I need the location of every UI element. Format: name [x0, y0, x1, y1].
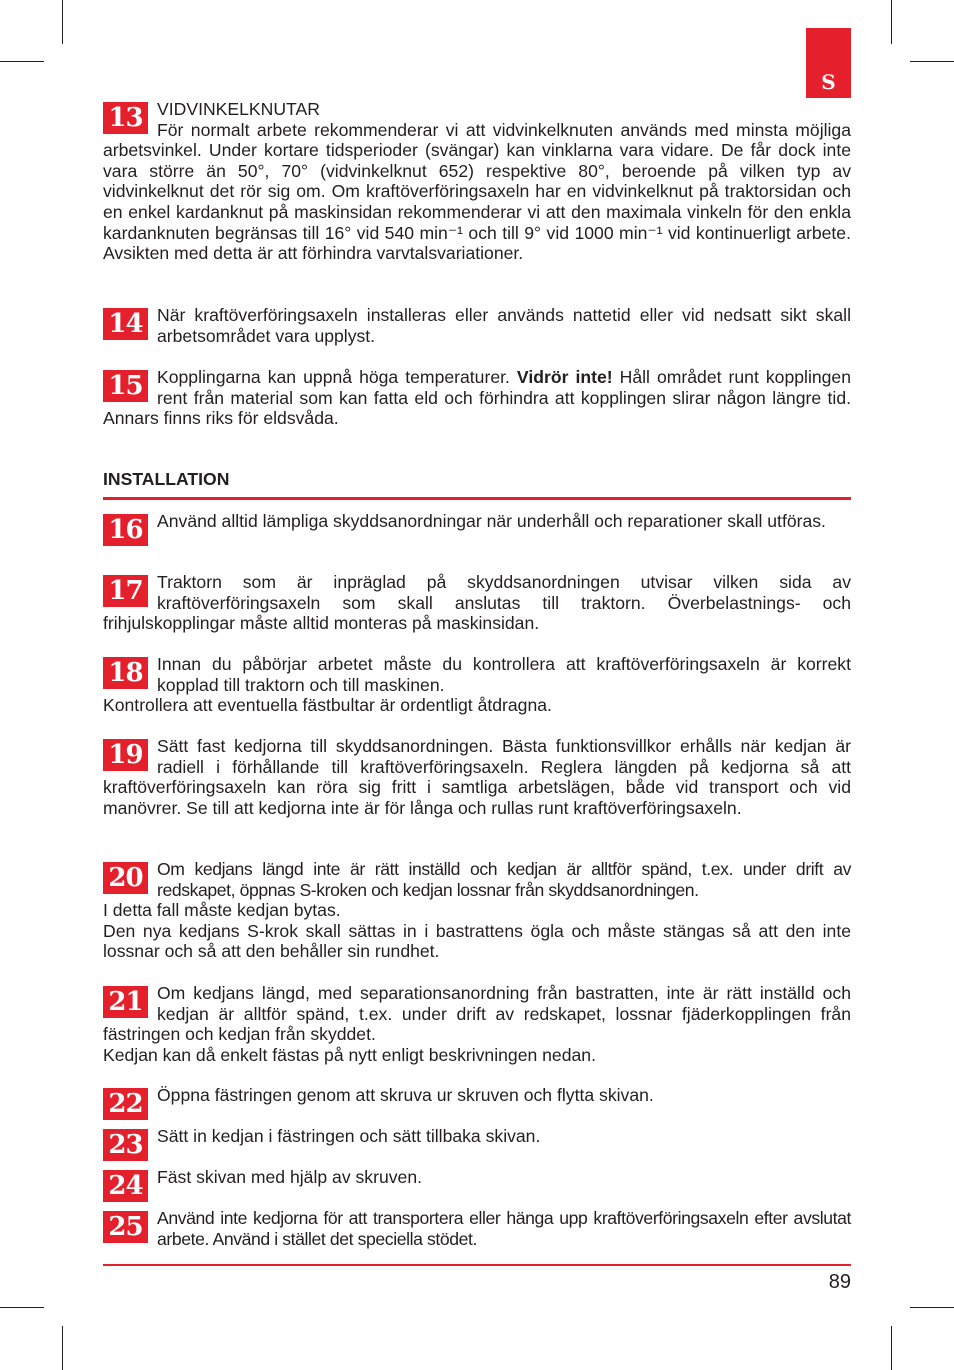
- crop-mark: [910, 1307, 954, 1308]
- warning-text: Vidrör inte!: [516, 367, 613, 387]
- section-number: 20: [103, 862, 148, 894]
- section-21: [103, 983, 851, 1065]
- section-13: [103, 99, 851, 264]
- section-number: 18: [103, 657, 148, 689]
- section-text: Om kedjans längd, med separationsanordning från bastratten, inte är rätt inställd och kedjan är alltför spänd, t.ex. under drift av redskapet, lossnar fjäderkopplingen från fästringen och kedjan från skyddet.: [103, 983, 851, 1045]
- section-text: Använd alltid lämpliga skyddsanordningar när underhåll och reparationer skall utföras.: [157, 511, 826, 531]
- crop-mark: [891, 1326, 892, 1370]
- section-number: 22: [103, 1088, 148, 1120]
- crop-mark: [62, 1326, 63, 1370]
- section-number: 23: [103, 1129, 148, 1161]
- section-23: [103, 1126, 851, 1161]
- section-text: [103, 367, 851, 429]
- crop-mark: [910, 61, 954, 62]
- section-text: Fäst skivan med hjälp av skruven.: [157, 1167, 422, 1187]
- crop-mark: [62, 0, 63, 44]
- section-text: Sätt in kedjan i fästringen och sätt tillbaka skivan.: [157, 1126, 541, 1146]
- section-number: 15: [103, 370, 148, 402]
- crop-mark: [0, 1307, 44, 1308]
- installation-heading: INSTALLATION: [103, 469, 851, 500]
- section-number: 13: [103, 102, 148, 134]
- section-25: [103, 1208, 851, 1249]
- section-24: [103, 1167, 851, 1202]
- text-pre: Kopplingarna kan uppnå höga temperaturer.: [157, 367, 517, 387]
- section-text: Kedjan kan då enkelt fästas på nytt enligt beskrivningen nedan.: [103, 1044, 596, 1065]
- section-text: Den nya kedjans S-krok skall sättas in i bastrattens ögla och måste stängas så att den inte lossnar och så att den behåller sin rundhet.: [103, 920, 851, 962]
- section-number: 17: [103, 575, 148, 607]
- section-text: Sätt fast kedjorna till skyddsanordningen. Bästa funktionsvillkor erhålls när kedjan är radiell i förhållande till kraftöverföringsaxeln. Reglera längden på kedjorna så att kraftöverföringsaxeln kan röra sig fritt i samtliga arbetslägen, både vid transport och vid manövrer. Se till att kedjorna inte är för långa och rullas runt kraftöverföringsaxeln.: [103, 736, 851, 818]
- section-number: 14: [103, 308, 148, 340]
- section-number: 16: [103, 514, 148, 546]
- section-text: När kraftöverföringsaxeln installeras eller används nattetid eller vid nedsatt sikt skall arbetsområdet vara upplyst.: [157, 305, 851, 346]
- section-number: 25: [103, 1211, 148, 1243]
- section-text: Traktorn som är inpräglad på skyddsanordningen utvisar vilken sida av kraftöverföringsaxeln som skall anslutas till traktorn. Överbelastnings- och frihjulskopplingar måste alltid monteras på maskinsidan.: [103, 572, 851, 634]
- language-tab: S: [806, 28, 851, 98]
- section-title: VIDVINKELKNUTAR: [157, 99, 320, 119]
- section-number: 24: [103, 1170, 148, 1202]
- section-17: [103, 572, 851, 634]
- section-14: [103, 305, 851, 346]
- section-text: Använd inte kedjorna för att transportera eller hänga upp kraftöverföringsaxeln efter avslutat arbete. Använd i stället det speciella stödet.: [157, 1208, 851, 1249]
- section-text: Öppna fästringen genom att skruva ur skruven och flytta skivan.: [157, 1085, 654, 1105]
- section-text: Om kedjans längd inte är rätt inställd och kedjan är alltför spänd, t.ex. under drift av redskapet, öppnas S-kroken och kedjan lossnar från skyddsanordningen.: [157, 859, 851, 900]
- section-number: 21: [103, 986, 148, 1018]
- text-post: Håll området runt kopplingen rent från material som kan fatta eld och förhindra att kopplingen slirar någon längre tid. Annars finns riks för eldsvåda.: [103, 367, 851, 429]
- crop-mark: [0, 61, 44, 62]
- section-20: [103, 859, 851, 962]
- section-22: [103, 1085, 851, 1120]
- section-text: I detta fall måste kedjan bytas.: [103, 900, 341, 921]
- section-text: Kontrollera att eventuella fästbultar är ordentligt åtdragna.: [103, 695, 552, 716]
- section-text: För normalt arbete rekommenderar vi att vidvinkelknuten används med minsta möjliga arbetsvinkel. Under kortare tidsperioder (svängar) kan vinklarna vara vidare. De får dock inte vara större än 50°, 70° (vidvinkelknut 652) respektive 80°, beroende på vilken typ av vidvinkelknut det rör sig om. Om kraftöverföringsaxeln har en vidvinkelknut på traktorsidan och en enkel kardanknut på maskinsidan rekommenderar vi att den maximala vinkeln för den enkla kardanknuten begränsas till 16° vid 540 min⁻¹ och till 9° vid 1000 min⁻¹ vid kontinuerligt arbete. Avsikten med detta är att förhindra varvtalsvariationer.: [103, 119, 851, 264]
- section-16: [103, 511, 851, 546]
- section-text: Innan du påbörjar arbetet måste du kontrollera att kraftöverföringsaxeln är korrekt kopplad till traktorn och till maskinen.: [157, 654, 851, 695]
- bottom-rule: [103, 1264, 851, 1266]
- section-19: [103, 736, 851, 818]
- section-number: 19: [103, 739, 148, 771]
- section-15: [103, 367, 851, 429]
- page-number: 89: [828, 1271, 851, 1293]
- section-18: [103, 654, 851, 716]
- crop-mark: [891, 0, 892, 44]
